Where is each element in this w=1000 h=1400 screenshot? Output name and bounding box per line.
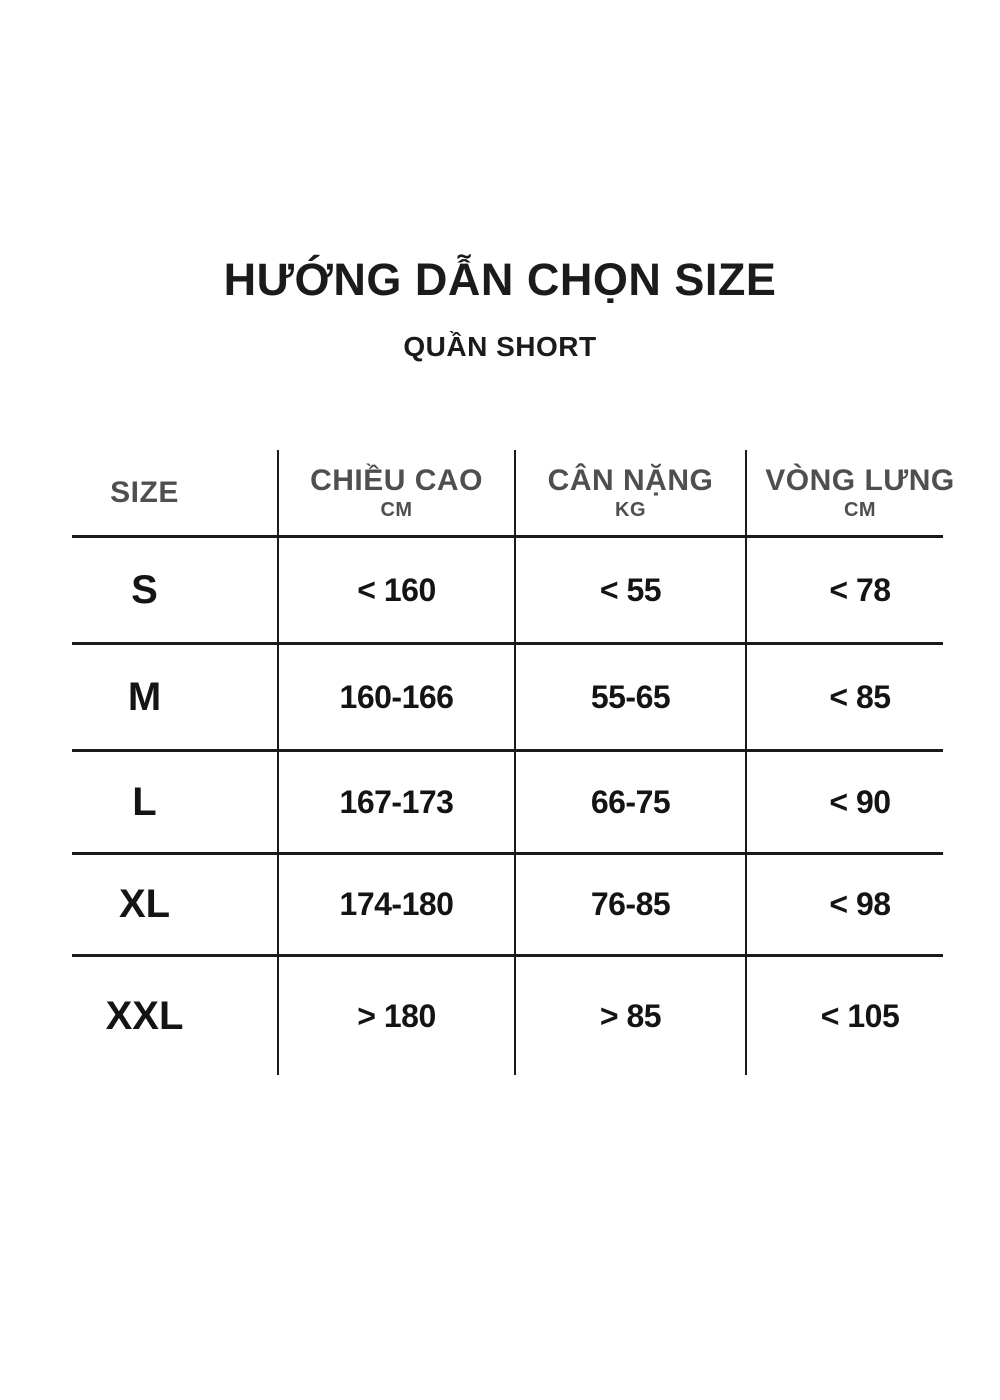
column-header-size (72, 450, 279, 535)
waist-cell: < 78 (829, 571, 891, 608)
size-cell: XXL (72, 957, 279, 1075)
waist-cell: < 105 (820, 997, 900, 1034)
column-header-waist (747, 450, 955, 535)
column-header-height (279, 450, 516, 535)
column-header-weight-unit: KG (615, 498, 646, 521)
column-header-waist-label: VÒNG LƯNG (765, 463, 955, 497)
column-header-size-label: SIZE (110, 475, 179, 509)
height-cell: 160-166 (279, 645, 516, 749)
table-row-l (72, 752, 943, 855)
table-row-m (72, 645, 943, 752)
weight-cell: 55-65 (516, 645, 747, 749)
column-header-height-label: CHIỀU CAO (310, 463, 483, 497)
table-row-s (72, 538, 943, 645)
weight-cell: 66-75 (516, 752, 747, 852)
weight-cell: 76-85 (516, 855, 747, 954)
column-header-weight (516, 450, 747, 535)
height-cell: 167-173 (279, 752, 516, 852)
height-cell: 174-180 (279, 855, 516, 954)
size-cell: M (72, 645, 279, 749)
waist-cell: < 98 (829, 886, 891, 922)
table-row-xxl (72, 957, 943, 1075)
weight-cell: > 85 (516, 957, 747, 1075)
size-cell: L (72, 752, 279, 852)
size-guide-table (72, 450, 955, 1075)
size-cell: S (72, 538, 279, 642)
waist-cell: < 85 (829, 678, 891, 715)
column-header-weight-label: CÂN NẶNG (547, 463, 714, 497)
waist-cell: < 90 (829, 783, 891, 820)
page-title: HƯỚNG DẪN CHỌN SIZE (223, 254, 777, 305)
table-row-xl (72, 855, 943, 957)
page-subtitle: QUẦN SHORT (403, 331, 597, 362)
weight-cell: < 55 (516, 538, 747, 642)
column-header-waist-unit: CM (843, 498, 877, 521)
table-header-row (72, 450, 955, 538)
size-cell: XL (72, 855, 279, 954)
height-cell: > 180 (279, 957, 516, 1075)
column-header-height-unit: CM (380, 498, 413, 521)
height-cell: < 160 (279, 538, 516, 642)
